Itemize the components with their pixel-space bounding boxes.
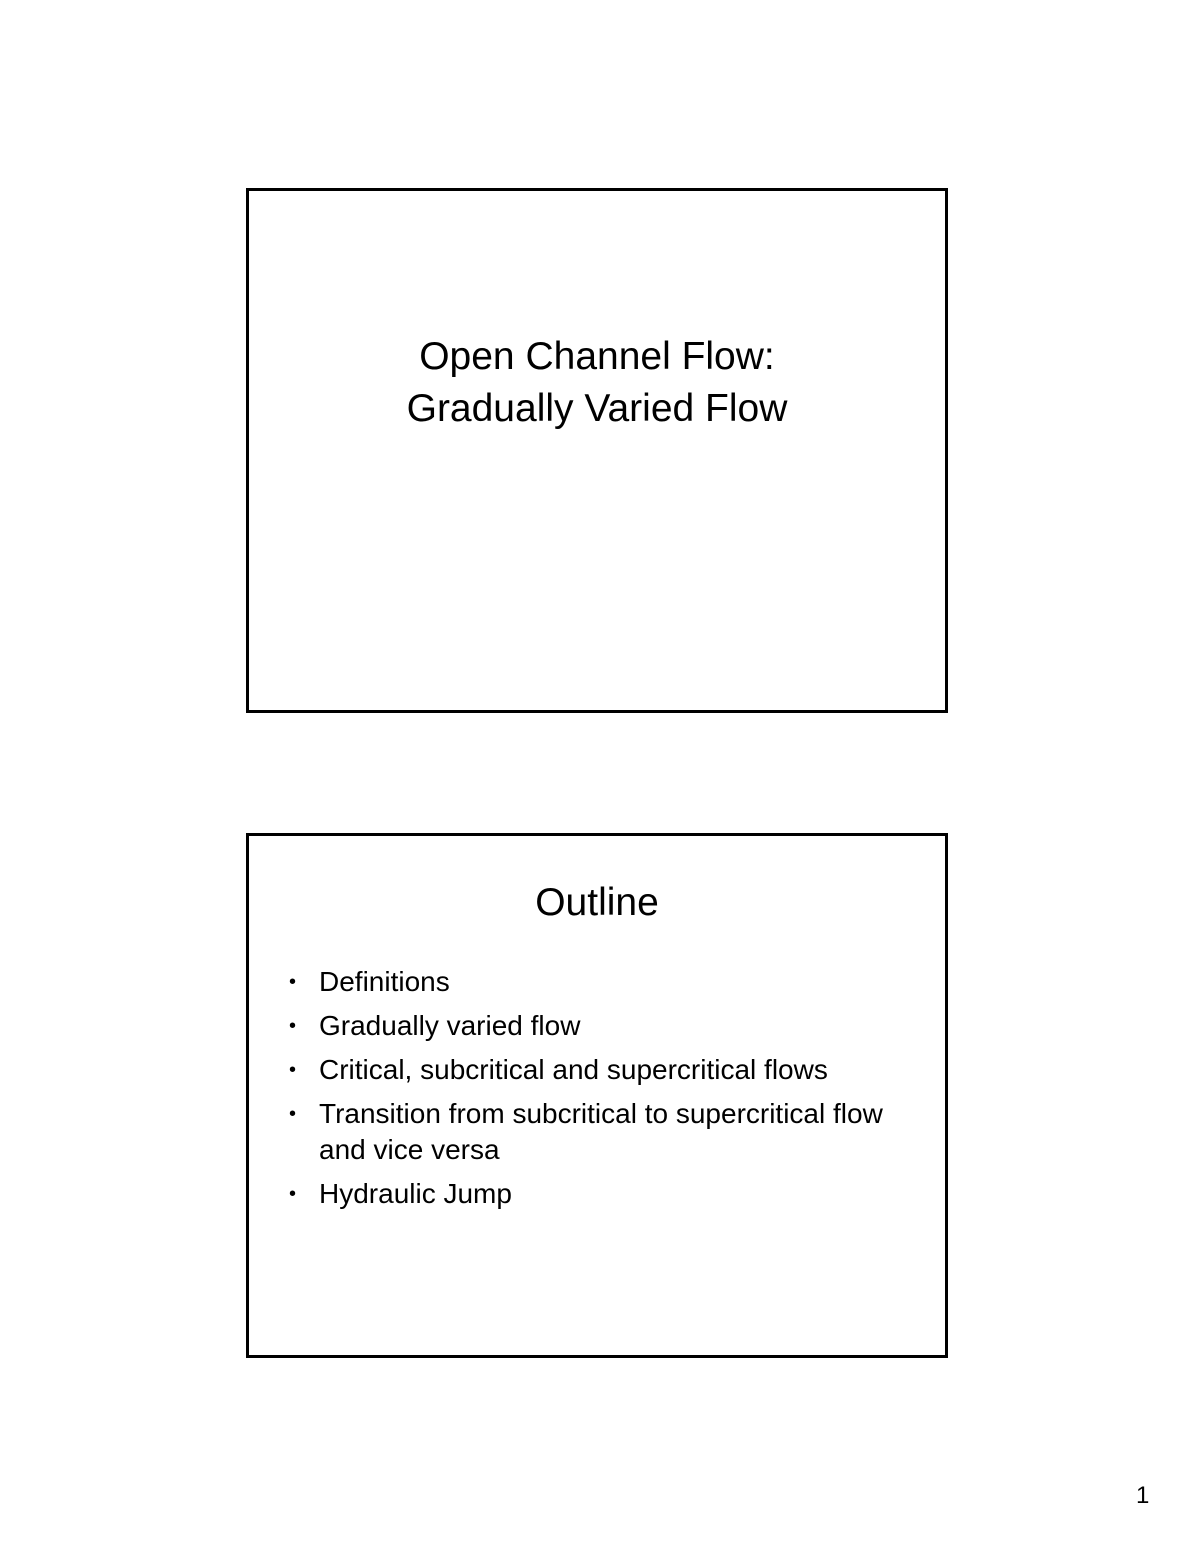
- bullet-item: [285, 1008, 905, 1044]
- slide-title: [246, 188, 948, 713]
- bullet-dot-icon: •: [289, 1183, 297, 1205]
- title-line-1: Open Channel Flow:: [419, 335, 775, 378]
- outline-bullet-list: [285, 964, 905, 1220]
- bullet-dot-icon: •: [289, 1059, 297, 1081]
- bullet-dot-icon: •: [289, 971, 297, 993]
- bullet-text: Hydraulic Jump: [319, 1178, 512, 1209]
- bullet-text: Critical, subcritical and supercritical flows: [319, 1054, 828, 1085]
- title-line-2: Gradually Varied Flow: [406, 387, 788, 430]
- bullet-text: Gradually varied flow: [319, 1010, 581, 1041]
- bullet-item: [285, 964, 905, 1000]
- slide-title-text: [249, 331, 945, 435]
- bullet-text: Transition from subcritical to supercritical flow and vice versa: [319, 1098, 883, 1165]
- bullet-dot-icon: •: [289, 1015, 297, 1037]
- bullet-text: Definitions: [319, 966, 450, 997]
- bullet-item: [285, 1096, 905, 1168]
- bullet-item: [285, 1176, 905, 1212]
- outline-heading: Outline: [535, 881, 659, 924]
- bullet-item: [285, 1052, 905, 1088]
- page-number: 1: [1136, 1482, 1150, 1509]
- slide-outline: [246, 833, 948, 1358]
- bullet-dot-icon: •: [289, 1103, 297, 1125]
